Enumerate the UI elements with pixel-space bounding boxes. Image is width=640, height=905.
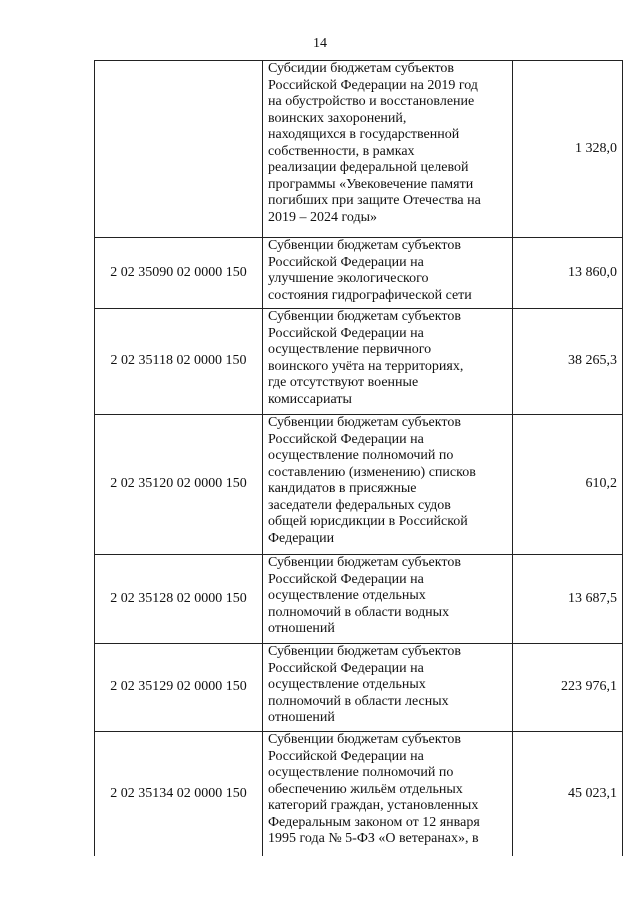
description-cell <box>263 415 513 555</box>
description-cell <box>263 309 513 415</box>
description-line: обеспечению жильём отдельных <box>268 781 463 797</box>
description-line: Субвенции бюджетам субъектов <box>268 415 461 430</box>
description-line: Российской Федерации на <box>268 431 424 447</box>
description-line: общей юрисдикции в Российской <box>268 514 468 529</box>
description-cell <box>263 238 513 309</box>
amount-cell: 223 976,1 <box>513 644 623 732</box>
budget-table <box>94 60 623 856</box>
description-line: осуществление отдельных <box>268 677 426 692</box>
amount-cell: 45 023,1 <box>513 732 623 856</box>
description-line: Российской Федерации на <box>268 571 424 587</box>
table-row <box>95 644 623 732</box>
table-row <box>95 309 623 415</box>
description-line: кандидатов в присяжные <box>268 481 417 496</box>
page-number: 14 <box>313 36 327 51</box>
description-line: Субвенции бюджетам субъектов <box>268 555 461 570</box>
description-cell <box>263 644 513 732</box>
description-line: 2019 – 2024 годы» <box>268 209 378 225</box>
budget-code-cell <box>95 61 263 238</box>
budget-code-cell: 2 02 35118 02 0000 150 <box>95 309 263 415</box>
description-line: воинского учёта на территориях, <box>268 358 464 374</box>
description-line: Субвенции бюджетам субъектов <box>268 644 461 659</box>
description-line: программы «Увековечение памяти <box>268 176 474 192</box>
description-line: Российской Федерации на 2019 год <box>268 77 478 93</box>
description-line: осуществление полномочий по <box>268 765 454 780</box>
description-cell <box>263 732 513 856</box>
description-line: Субвенции бюджетам субъектов <box>268 309 461 324</box>
description-line: осуществление отдельных <box>268 588 426 603</box>
description-line: Субвенции бюджетам субъектов <box>268 732 461 747</box>
budget-table-body <box>95 61 623 856</box>
description-line: комиссариаты <box>268 391 352 407</box>
budget-code-cell: 2 02 35134 02 0000 150 <box>95 732 263 856</box>
description-line: категорий граждан, установленных <box>268 798 479 813</box>
description-line: Субвенции бюджетам субъектов <box>268 238 461 253</box>
description-line: Российской Федерации на <box>268 660 424 676</box>
budget-code-cell: 2 02 35090 02 0000 150 <box>95 238 263 309</box>
amount-cell: 610,2 <box>513 415 623 555</box>
description-line: составлению (изменению) списков <box>268 464 476 480</box>
description-line: Федерации <box>268 530 335 546</box>
description-line: состояния гидрографической сети <box>268 287 472 303</box>
description-line: реализации федеральной целевой <box>268 160 469 175</box>
description-line: погибших при защите Отечества на <box>268 193 481 208</box>
description-line: Российской Федерации на <box>268 748 424 764</box>
description-line: на обустройство и восстановление <box>268 94 475 109</box>
description-line: отношений <box>268 621 335 636</box>
description-line: Российской Федерации на <box>268 325 424 341</box>
table-row <box>95 238 623 309</box>
table-row <box>95 61 623 238</box>
table-row <box>95 732 623 856</box>
description-line: полномочий в области лесных <box>268 693 449 709</box>
description-line: осуществление полномочий по <box>268 448 454 463</box>
description-line: 1995 года № 5-ФЗ «О ветеранах», в <box>268 831 479 846</box>
budget-code-cell: 2 02 35128 02 0000 150 <box>95 555 263 644</box>
amount-cell: 13 860,0 <box>513 238 623 309</box>
description-line: Федеральным законом от 12 января <box>268 814 480 830</box>
description-line: осуществление первичного <box>268 342 432 357</box>
table-row <box>95 415 623 555</box>
description-line: воинских захоронений, <box>268 110 407 126</box>
description-line: заседатели федеральных судов <box>268 497 451 513</box>
description-line: Субсидии бюджетам субъектов <box>268 61 455 76</box>
description-line: отношений <box>268 710 335 725</box>
description-line: Российской Федерации на <box>268 254 424 270</box>
description-line: где отсутствуют военные <box>268 375 419 390</box>
description-line: полномочий в области водных <box>268 604 450 620</box>
amount-cell: 13 687,5 <box>513 555 623 644</box>
description-line: находящихся в государственной <box>268 127 460 142</box>
table-row <box>95 555 623 644</box>
description-line: собственности, в рамках <box>268 143 415 159</box>
description-cell <box>263 61 513 238</box>
budget-code-cell: 2 02 35129 02 0000 150 <box>95 644 263 732</box>
budget-code-cell: 2 02 35120 02 0000 150 <box>95 415 263 555</box>
amount-cell: 38 265,3 <box>513 309 623 415</box>
amount-cell: 1 328,0 <box>513 61 623 238</box>
description-line: улучшение экологического <box>268 271 429 286</box>
description-cell <box>263 555 513 644</box>
